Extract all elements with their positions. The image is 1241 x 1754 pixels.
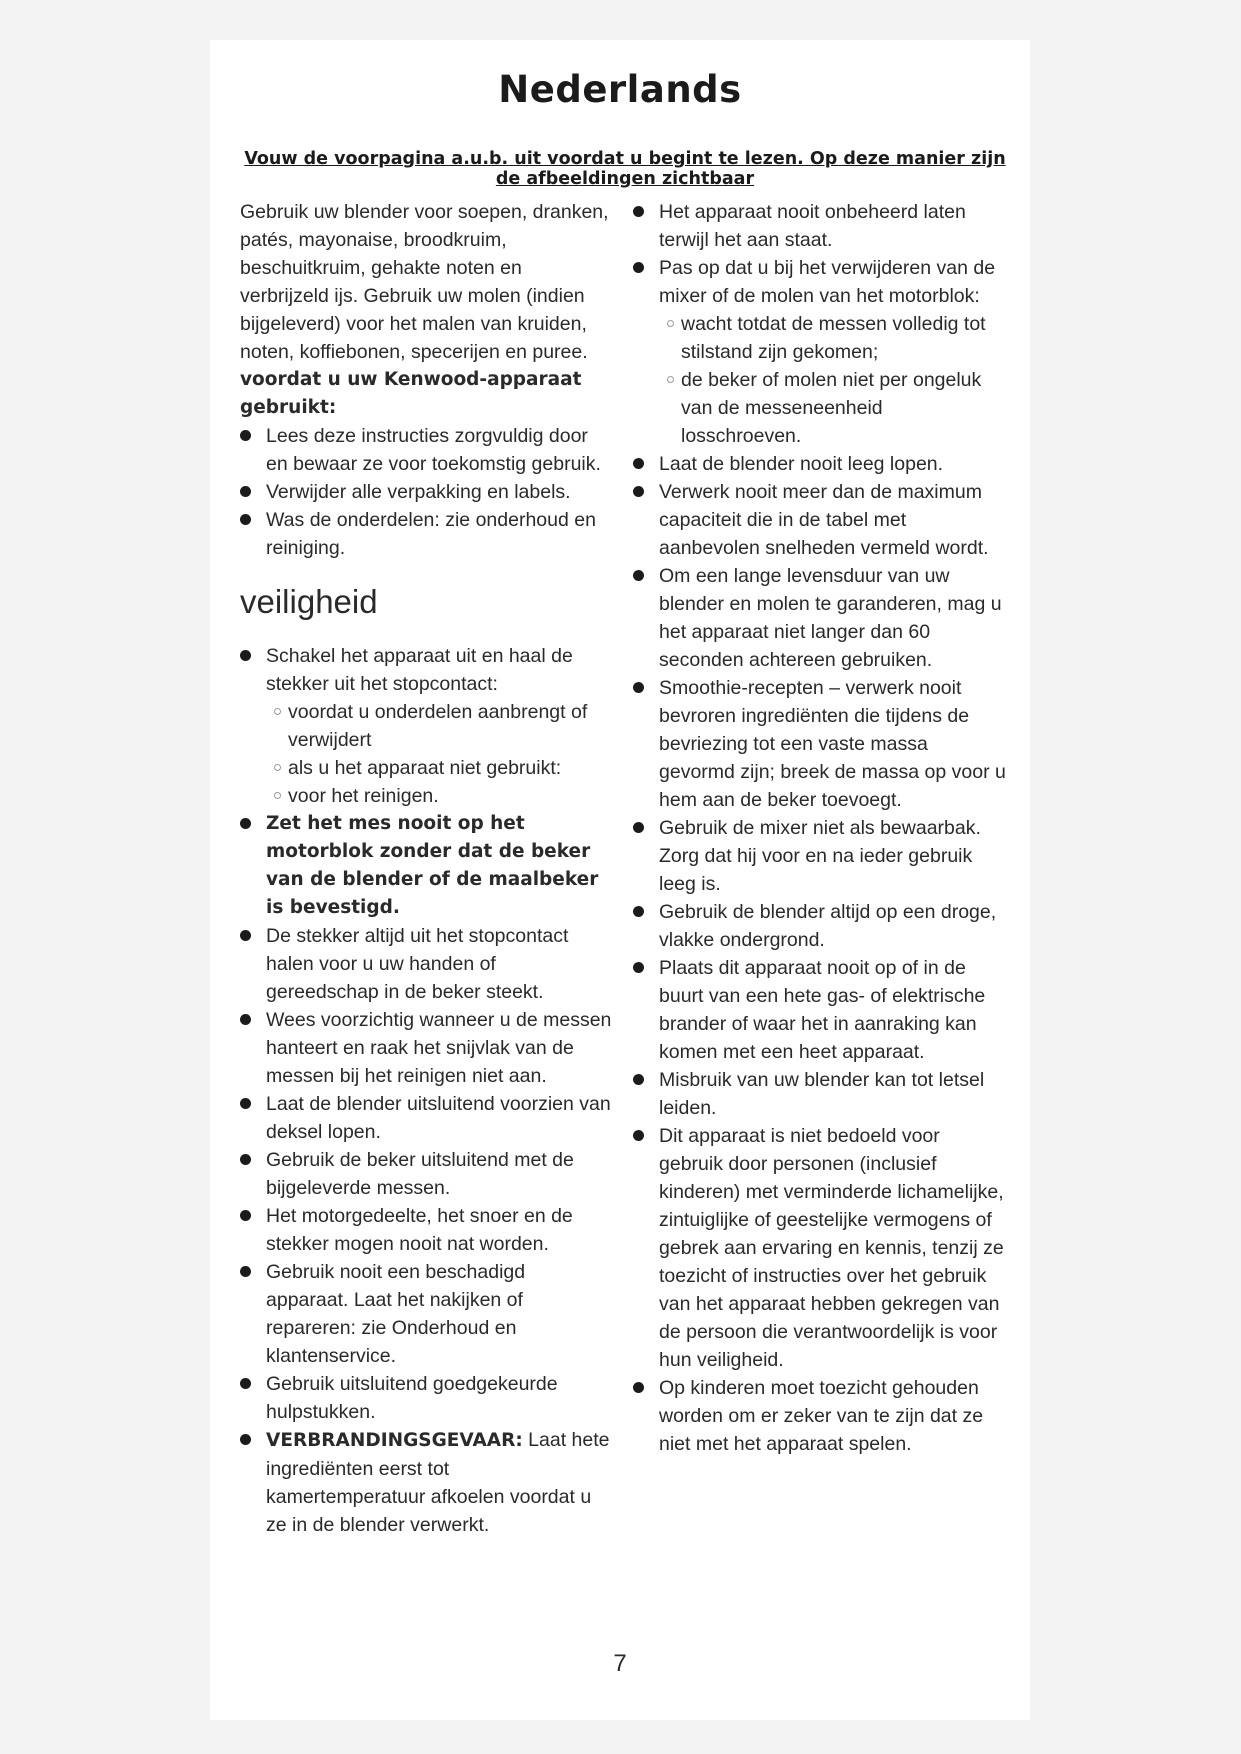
list-item: Gebruik de blender altijd op een droge, vlakke ondergrond. [633, 898, 1007, 954]
list-item: Plaats dit apparaat nooit op of in de buurt van een hete gas- of elektrische brander of waar het in aanraking kan komen met een heet apparaat. [633, 954, 1007, 1066]
list-item: Om een lange levensduur van uw blender en molen te garanderen, mag u het apparaat niet langer dan 60 seconden achtereen gebruiken. [633, 562, 1007, 674]
page-heading: Nederlands [498, 68, 742, 111]
usage-paragraph: Gebruik uw blender voor soepen, dranken, patés, mayonaise, broodkruim, beschuitkruim, gehakte noten en verbrijzeld ijs. Gebruik uw molen (indien bijgeleverd) voor het malen van kruiden, noten, koffiebonen, specerijen en puree. [240, 201, 609, 363]
list-item: Laat de blender uitsluitend voorzien van deksel lopen. [240, 1090, 612, 1146]
list-item: Dit apparaat is niet bedoeld voor gebruik door personen (inclusief kinderen) met verminderde lichamelijke, zintuiglijke of geestelijke vermogens of gebrek aan ervaring en kennis, tenzij ze toezicht of instructies over het gebruik van het apparaat hebben gekregen van de persoon die verantwoordelijk is voor hun veiligheid. [633, 1122, 1007, 1374]
left-column [240, 198, 612, 1539]
list-item: Het motorgedeelte, het snoer en de stekker mogen nooit nat worden. [240, 1202, 612, 1258]
burn-label: VERBRANDINGSGEVAAR: [266, 1430, 523, 1451]
right-column [633, 198, 1007, 1458]
before-use-heading: voordat u uw Kenwood-apparaat gebruikt: [240, 369, 582, 418]
list-item: Was de onderdelen: zie onderhoud en reiniging. [240, 506, 612, 562]
list-item: Verwijder alle verpakking en labels. [240, 478, 612, 506]
sub-item: voor het reinigen. [240, 782, 612, 810]
sub-item: de beker of molen niet per ongeluk van de messeneenheid losschroeven. [633, 366, 1007, 450]
list-item: Misbruik van uw blender kan tot letsel leiden. [633, 1066, 1007, 1122]
list-item: Lees deze instructies zorgvuldig door en bewaar ze voor toekomstig gebruik. [240, 422, 612, 478]
list-item: Gebruik uitsluitend goedgekeurde hulpstukken. [240, 1370, 612, 1426]
list-item: De stekker altijd uit het stopcontact halen voor u uw handen of gereedschap in de beker steekt. [240, 922, 612, 1006]
sub-item: wacht totdat de messen volledig tot stilstand zijn gekomen; [633, 310, 1007, 366]
list-item: Op kinderen moet toezicht gehouden worden om er zeker van te zijn dat ze niet met het apparaat spelen. [633, 1374, 1007, 1458]
right-safety-list [633, 198, 1007, 1458]
sub-item: als u het apparaat niet gebruikt: [240, 754, 612, 782]
safety-list [240, 642, 612, 1539]
list-item: Verwerk nooit meer dan de maximum capaciteit die in de tabel met aanbevolen snelheden vermeld wordt. [633, 478, 1007, 562]
burn-warning-item [240, 1426, 612, 1539]
burn-text: Laat hete ingrediënten eerst tot kamertemperatuur afkoelen voordat u ze in de blender verwerkt. [266, 1429, 610, 1536]
list-item: Gebruik nooit een beschadigd apparaat. Laat het nakijken of repareren: zie Onderhoud en klantenservice. [240, 1258, 612, 1370]
intro-note: Vouw de voorpagina a.u.b. uit voordat u begint te lezen. Op deze manier zijn de afbeeldingen zichtbaar [244, 149, 1006, 189]
list-item: Smoothie-recepten – verwerk nooit bevroren ingrediënten die tijdens de bevriezing tot een vaste massa gevormd zijn; breek de massa op voor u hem aan de beker toevoegt. [633, 674, 1007, 814]
before-use-list [240, 422, 612, 562]
safety-intro: Schakel het apparaat uit en haal de stekker uit het stopcontact: [266, 645, 573, 695]
list-item: Pas op dat u bij het verwijderen van de mixer of de molen van het motorblok: [633, 254, 1007, 310]
list-item [240, 642, 612, 698]
sub-item: voordat u onderdelen aanbrengt of verwijdert [240, 698, 612, 754]
safety-heading: veiligheid [240, 583, 378, 620]
list-item: Gebruik de beker uitsluitend met de bijgeleverde messen. [240, 1146, 612, 1202]
list-item: Wees voorzichtig wanneer u de messen hanteert en raak het snijvlak van de messen bij het reinigen niet aan. [240, 1006, 612, 1090]
warning-item: Zet het mes nooit op het motorblok zonder dat de beker van de blender of de maalbeker is bevestigd. [240, 810, 612, 922]
page-number: 7 [613, 1650, 627, 1677]
list-item: Laat de blender nooit leeg lopen. [633, 450, 1007, 478]
list-item: Gebruik de mixer niet als bewaarbak. Zorg dat hij voor en na ieder gebruik leeg is. [633, 814, 1007, 898]
list-item: Het apparaat nooit onbeheerd laten terwijl het aan staat. [633, 198, 1007, 254]
